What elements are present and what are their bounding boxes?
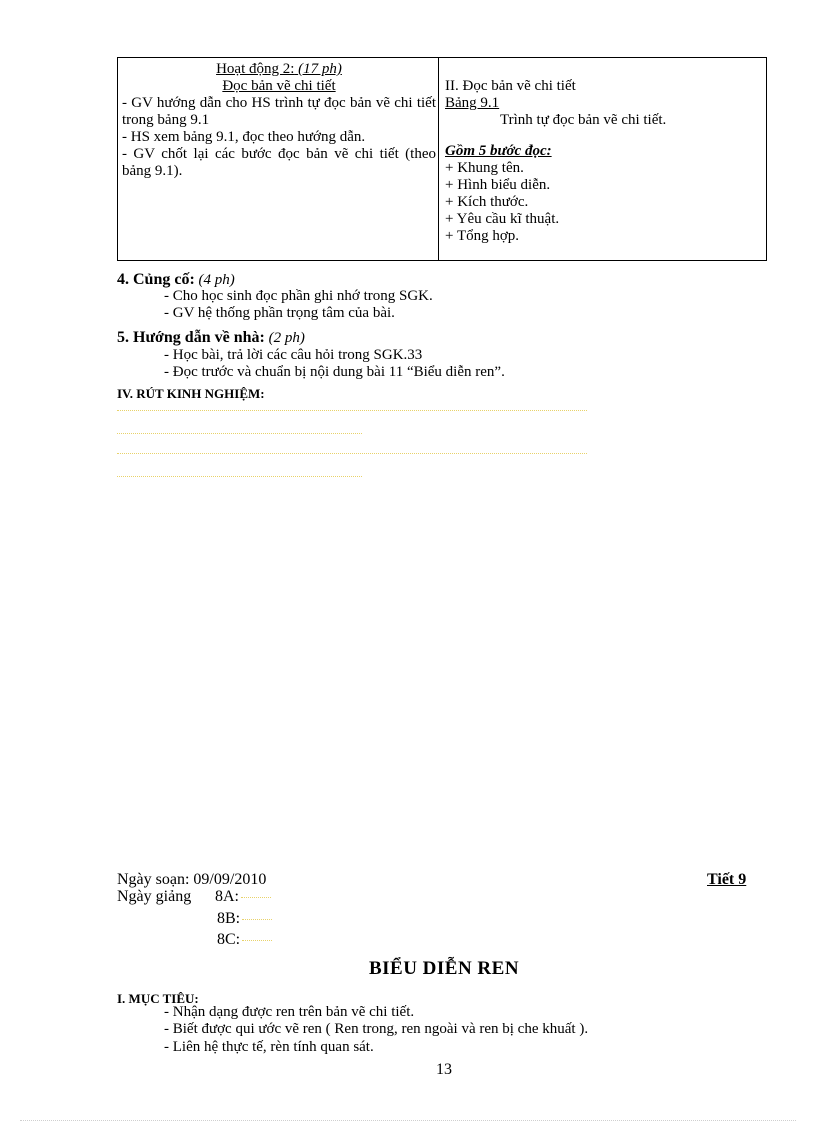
class-label: 8B:	[217, 910, 241, 927]
class-label: 8C:	[217, 931, 241, 948]
objective-item: - Biết được qui ước vẽ ren ( Ren trong, ren ngoài và ren bị che khuất ).	[164, 1021, 589, 1037]
left-line: - GV chốt lại các bước đọc bản vẽ chi tiết (theo bảng 9.1).	[122, 146, 436, 179]
table-left-cell	[122, 61, 436, 180]
lesson-title: BIỂU DIỄN REN	[368, 958, 520, 979]
class-label: 8A:	[215, 888, 239, 905]
step-item: + Khung tên.	[445, 160, 524, 176]
step-item: + Hình biểu diễn.	[445, 177, 551, 193]
section-5-label: 5. Hướng dẫn về nhà:	[117, 329, 265, 346]
step-item: + Yêu cầu kĩ thuật.	[445, 211, 560, 227]
section-5-item: - Học bài, trả lời các câu hỏi trong SGK.33	[164, 347, 423, 363]
class-8b	[217, 910, 272, 927]
section-4-item: - Cho học sinh đọc phần ghi nhớ trong SGK.	[164, 288, 433, 304]
right-heading: II. Đọc bản vẽ chi tiết	[445, 78, 576, 94]
objective-item: - Nhận dạng được ren trên bản vẽ chi tiết.	[164, 1004, 415, 1020]
class-8c	[217, 931, 272, 948]
period-label: Tiết 9	[707, 871, 747, 888]
teach-label: Ngày giảng	[117, 888, 192, 905]
page-number: 13	[436, 1061, 452, 1078]
objective-item: - Liên hệ thực tế, rèn tính quan sát.	[164, 1039, 374, 1055]
step-item: + Tổng hợp.	[445, 228, 520, 244]
table-caption: Trình tự đọc bản vẽ chi tiết.	[500, 112, 667, 128]
section-5-time: (2 ph)	[268, 330, 305, 346]
table-ref: Bảng 9.1	[445, 95, 500, 111]
class-8a	[215, 888, 271, 905]
activity-time: (17 ph)	[298, 61, 342, 77]
activity-subtitle: Đọc bản vẽ chi tiết	[222, 78, 336, 94]
note-line	[117, 476, 362, 477]
section-4-label: 4. Củng cố:	[117, 271, 195, 288]
objectives-label: I. MỤC TIÊU:	[117, 991, 199, 1006]
lesson-table	[117, 57, 767, 261]
section-4-time: (4 ph)	[198, 272, 235, 288]
section-5	[117, 329, 305, 347]
step-item: + Kích thước.	[445, 194, 529, 210]
note-line	[117, 453, 587, 454]
date-label: Ngày soạn: 09/09/2010	[117, 871, 267, 888]
table-right-cell	[445, 78, 763, 245]
note-line	[117, 410, 587, 411]
activity-label: Hoạt động 2:	[216, 61, 295, 77]
left-line: - HS xem bảng 9.1, đọc theo hướng dẫn.	[122, 129, 366, 145]
table-divider	[438, 58, 439, 260]
section-4	[117, 271, 235, 289]
left-line: - GV hướng dẫn cho HS trình tự đọc bản vẽ chi tiết trong bảng 9.1	[122, 95, 436, 128]
activity-heading	[122, 61, 436, 78]
page-bottom-rule	[20, 1120, 796, 1121]
section-5-item: - Đọc trước và chuẩn bị nội dung bài 11 “Biểu diễn ren”.	[164, 364, 505, 380]
steps-heading: Gồm 5 bước đọc:	[445, 143, 552, 159]
section-4-item: - GV hệ thống phần trọng tâm của bài.	[164, 305, 395, 321]
note-line	[117, 433, 362, 434]
section-iv-label: IV. RÚT KINH NGHIỆM:	[117, 386, 265, 401]
